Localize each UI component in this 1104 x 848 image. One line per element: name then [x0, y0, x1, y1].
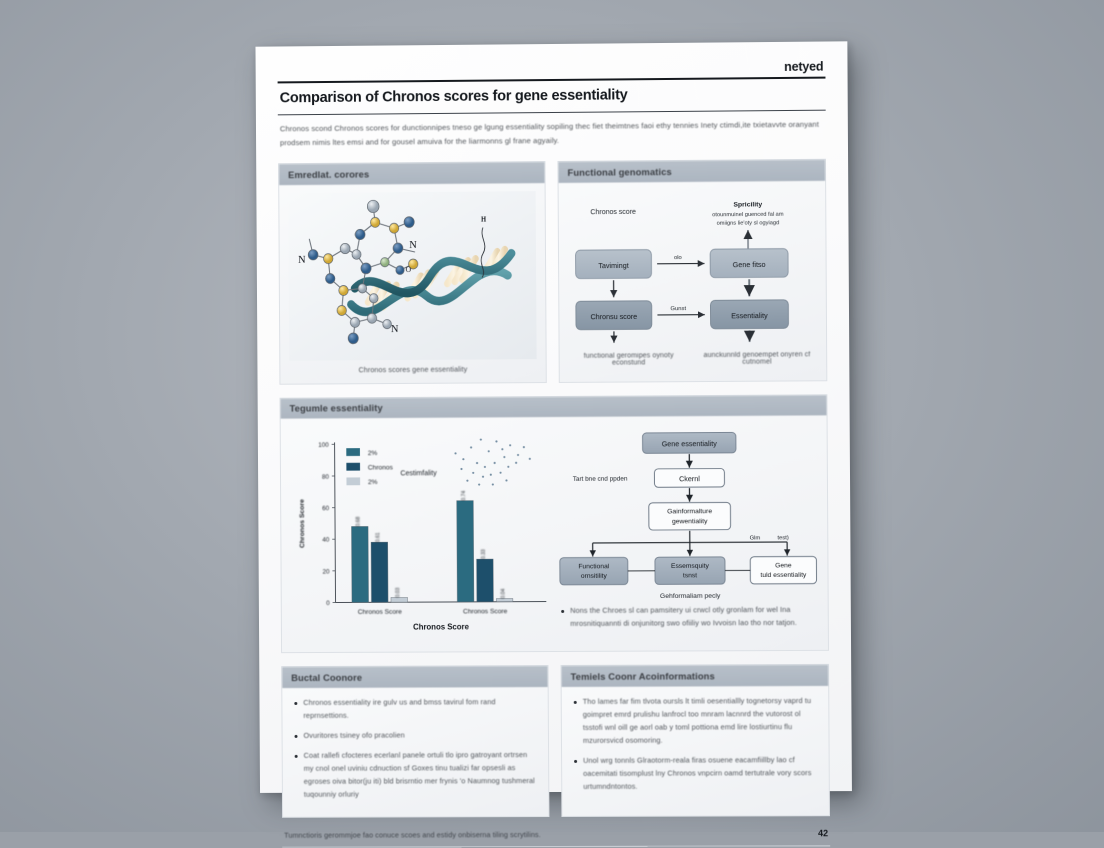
legend-swatch	[346, 463, 360, 471]
bar	[477, 559, 494, 602]
molecule-atoms	[308, 199, 419, 343]
footer-note: Tumnctioris gerommjoe fao conuce scoes and estidy onbiserna tiling scrytilins.	[284, 831, 541, 841]
svg-text:Essentiality: Essentiality	[731, 312, 768, 320]
panel-functional-genomics-title: Functional genomatics	[558, 160, 825, 183]
tree-edge-note-left: Glm	[750, 535, 761, 541]
panel-essentiality	[280, 394, 829, 653]
svg-text:ornsitility: ornsitility	[581, 573, 608, 580]
fg-foot-left: functional geromipes oynoty econstund	[569, 352, 689, 367]
atom-label-O: O	[406, 264, 412, 273]
svg-text:Gene: Gene	[775, 562, 792, 569]
conclusions-list	[571, 693, 820, 794]
fg-edge-label-1: olo	[674, 254, 683, 260]
atom-label-N: N	[391, 322, 399, 334]
tree-node-ckernl	[654, 469, 724, 488]
molecule-figure-caption: Chronos scores gene essentiality	[289, 364, 536, 375]
bar-value-label: 0.74	[461, 491, 467, 501]
y-tick-label: 0	[326, 600, 330, 607]
y-tick-label: 60	[322, 505, 329, 512]
tree-node-essemsquity	[655, 557, 725, 585]
intro-paragraph: Chronos scond Chronos scores for dunctionnipes tneso ge lgung essentiality sopiling thec fiet theimtnes faoi ethy tennies Inety ctimdi,ite txietavvte oranyant prodsem nimis ltes emsi and for gousel amuiva for the liarmonns gl frane agyaily.	[278, 111, 826, 151]
x-tick-label: Chronos Score	[358, 609, 402, 616]
bullet-dot	[574, 759, 577, 762]
document-page	[255, 41, 851, 793]
fg-node-taviming	[576, 249, 652, 278]
bar	[351, 527, 368, 603]
x-axis-label: Chronos Score	[413, 622, 470, 631]
panel-key-findings	[281, 665, 549, 818]
tree-caption: Gehformaliam pecly	[660, 593, 721, 600]
panel-key-findings-title: Buctal Coonore	[282, 666, 547, 688]
bar-value-label: 0.03	[395, 588, 401, 598]
y-axis-label: Chronos Score	[299, 499, 306, 548]
y-tick-label: 20	[323, 569, 330, 576]
list-item	[294, 696, 536, 723]
fg-edge-label-2: Gunst	[670, 306, 686, 312]
fg-col-right-sub-2: omiigns lie'oty sl ogyiagd	[717, 220, 780, 226]
panel-essentiality-title: Tegumle essentiality	[281, 395, 827, 419]
fg-col-right-label: Spricility	[733, 201, 762, 208]
svg-text:gewentiality: gewentiality	[672, 518, 708, 525]
tree-node-gene-tuld	[750, 556, 816, 584]
list-item-text: Ovuritores tsiney ofo pracolien	[303, 729, 404, 742]
legend-swatch	[346, 478, 360, 486]
tree-side-note: Tart bne cnd ppden	[573, 476, 628, 483]
page-footer	[282, 829, 830, 841]
bar-value-label: 0.68	[356, 517, 362, 527]
legend-label: 2%	[368, 450, 378, 457]
y-axis	[335, 443, 336, 603]
list-item	[561, 604, 816, 631]
panel-conclusions-title: Temiels Coonr Acoinformations	[562, 665, 829, 687]
tree-node-gainformalture	[649, 503, 731, 531]
list-item-text: Coat rallefi cfocteres ecerlanl panele ortuli tlo ipro gatroyant ortrsen my cnol onel uviniu cdnuction sf Goxes tinu tualizi far opsesli as egroses oiva bitor(ju iti) bld brisrntio mer frynis 'o Naumnog tushmeral tuqounniy orluriy	[304, 749, 537, 802]
bar	[457, 501, 474, 602]
svg-text:Ckernl: Ckernl	[679, 475, 700, 483]
brand-logo: netyed	[277, 60, 825, 79]
panel-functional-genomics	[557, 159, 827, 383]
atom-label-H: H	[481, 216, 487, 223]
fg-col-left-label: Chronos score	[590, 208, 636, 215]
tree-edge-note-right: test)	[778, 535, 789, 541]
list-item	[574, 754, 817, 794]
bullet-dot	[295, 734, 298, 737]
svg-text:Chronsu score: Chronsu score	[590, 312, 637, 320]
svg-text:Functional: Functional	[578, 563, 609, 570]
panel-row-bottom	[281, 664, 830, 818]
scatter-cloud	[454, 438, 531, 486]
legend-label: Chronos	[368, 465, 394, 472]
svg-text:tsnst: tsnst	[683, 572, 697, 579]
panel-row-middle	[280, 394, 829, 653]
svg-text:Essemsquity: Essemsquity	[671, 563, 710, 570]
functional-genomics-diagram	[568, 189, 818, 359]
fg-node-essentiality	[710, 299, 788, 328]
tree-node-gene-essentiality	[643, 433, 736, 454]
bullet-dot	[295, 754, 298, 757]
bullet-dot	[294, 702, 297, 705]
x-tick-label: Chronos Score	[463, 609, 508, 616]
page-number: 42	[818, 829, 828, 839]
list-item	[295, 749, 537, 802]
list-item-text: Chronos essentiality ire gulv us and bmss tavirul fom rand reprnsettions.	[303, 696, 536, 723]
bar-value-label: 0.33	[481, 549, 487, 559]
svg-text:Tavimingt: Tavimingt	[598, 261, 628, 269]
fg-foot-right: aunckunnld genoempet onyren cf cutnomel	[697, 351, 817, 366]
legend-swatch	[346, 448, 360, 456]
page-title: Comparison of Chronos scores for gene essentiality	[278, 79, 826, 109]
panel-molecule-title: Emredlat. corores	[279, 162, 544, 185]
bullet-dot	[574, 701, 577, 704]
key-findings-list	[291, 694, 539, 802]
panel-molecule	[278, 161, 547, 384]
bar-value-label: 0.61	[375, 532, 381, 542]
list-item-text: Tho lames far fim tlvota oursls lt timli oesentiallly tognetorsy vaprd tu goimpret emrd prulishu lanfrocl too mnram lacnnrd the vutorost ol tsstofi wnl oill ge aorl oab y toml pottiona emd lire lostiurtinu flu mzurorsvicd osomoring.	[583, 695, 817, 748]
bar-chart	[290, 427, 555, 643]
atom-label-N: N	[298, 253, 306, 265]
bar-value-label: 0.04	[501, 589, 507, 599]
fg-node-gene-fitso	[710, 248, 788, 277]
fg-node-chronos-score	[576, 300, 652, 329]
tree-bullet-text: Nons the Chroes sl can pamsitery ui crwcl otly gronlam for wel Ina mrosnitiquannti di onjunitorg swo ofiiliy wo Ivvoisn lao tho nor tatjon.	[570, 604, 816, 631]
svg-text:Gainformalture: Gainformalture	[667, 508, 712, 515]
list-item	[574, 695, 817, 748]
panel-row-top	[278, 159, 827, 384]
svg-text:Gene essentiality: Gene essentiality	[662, 440, 718, 448]
bullet-dot	[561, 610, 564, 613]
tree-node-functional	[560, 557, 628, 585]
y-tick-label: 100	[318, 442, 329, 449]
list-item	[294, 729, 535, 743]
gene-essentiality-tree	[557, 425, 819, 605]
svg-text:tuld essentiality: tuld essentiality	[760, 572, 807, 579]
fg-col-right-sub-1: otounmuinel guenced fal am	[712, 211, 784, 218]
y-tick-label: 40	[322, 537, 329, 544]
atom-label-N: N	[409, 238, 417, 250]
molecule-dna-figure	[288, 191, 536, 361]
list-item-text: Unol wrg tonnls Glraotorm-reala firas osuene eacamfiillby lao cf oacemitati tisomplust lny Chronos vnpcirn oamd tertutrale vory scors urtumndntontos.	[583, 754, 817, 794]
panel-conclusions	[561, 664, 830, 818]
svg-text:Gene fitso: Gene fitso	[733, 260, 766, 268]
chart-annotation: Cestimfality	[400, 470, 437, 477]
bar	[371, 542, 388, 602]
legend-label: 2%	[368, 479, 378, 486]
y-tick-label: 80	[322, 474, 329, 481]
